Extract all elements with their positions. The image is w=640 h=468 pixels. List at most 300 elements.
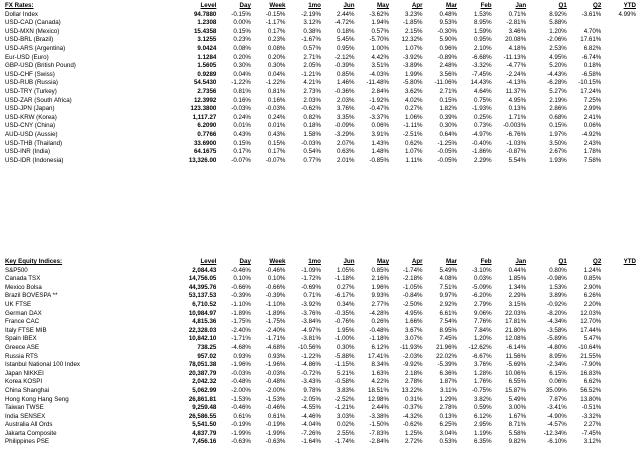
fx-row-value: 0.30% — [439, 122, 458, 130]
fx-row-value: -0.47% — [369, 105, 390, 113]
fx-row — [4, 114, 637, 123]
fx-row-level: 0.7766 — [197, 130, 217, 138]
fx-row-name: USD-THB (Thailand) — [5, 139, 63, 147]
equity-col-feb: Feb — [480, 258, 492, 265]
equity-row-value: 7.54% — [439, 318, 458, 326]
fx-row-value: 2.73% — [303, 87, 321, 95]
equity-indices-body — [4, 267, 637, 447]
equity-row-value: 0.34% — [336, 300, 355, 308]
equity-row — [4, 438, 637, 447]
fx-row-name: USD-RUB (Russia) — [5, 79, 58, 87]
equity-row-value: 15.87% — [505, 386, 527, 394]
fx-row-value: 8.95% — [474, 19, 492, 27]
equity-row-value: 56.52% — [580, 386, 602, 394]
fx-row-level: 3.1255 — [197, 36, 217, 44]
equity-row-value: -4.04% — [301, 421, 321, 429]
fx-row-value: 2.03% — [303, 96, 321, 104]
equity-row-value: -1.50% — [369, 421, 390, 429]
equity-row-value: -3.58% — [547, 326, 567, 334]
equity-row — [4, 267, 637, 276]
equity-row-value: -2.84% — [369, 438, 390, 446]
equity-row — [4, 353, 637, 362]
equity-row — [4, 318, 637, 327]
fx-row-value: -5.70% — [369, 36, 390, 44]
fx-row-level: 2.7356 — [197, 87, 217, 95]
equity-row-value: -0.66% — [231, 283, 251, 291]
fx-row-value: -6.74% — [581, 53, 602, 61]
equity-col-ytd: YTD — [623, 258, 636, 265]
fx-row-name: USD-KRW (Korea) — [5, 113, 57, 121]
fx-row-value: -2.06% — [547, 36, 567, 44]
fx-row-value: -6.76% — [506, 130, 527, 138]
equity-row-level: 6,710.52 — [192, 300, 217, 308]
equity-row-value: -1.74% — [402, 266, 423, 274]
equity-row-value: -1.75% — [265, 318, 286, 326]
equity-row-value: -3.84% — [301, 318, 321, 326]
fx-row-value: 2.41% — [583, 113, 602, 121]
fx-row-value: 3.51% — [371, 62, 390, 70]
equity-col-jun: Jun — [343, 258, 355, 265]
equity-indices-table — [4, 258, 637, 447]
fx-row-value: -0.15% — [265, 10, 286, 18]
fx-row-value: -6.58% — [581, 70, 602, 78]
fx-row-value: 5.90% — [439, 36, 458, 44]
fx-col-apr: Apr — [411, 2, 423, 9]
fx-row-value: 6.82% — [583, 44, 602, 52]
fx-row-value: -0.30% — [437, 27, 458, 35]
fx-header-row — [4, 2, 637, 11]
equity-row-value: 6.26% — [583, 292, 602, 300]
fx-row-value: -0.39% — [334, 62, 355, 70]
fx-row-value: -0.07% — [231, 156, 251, 164]
equity-row-value: 0.80% — [549, 266, 567, 274]
fx-row-value: 0.27% — [404, 105, 423, 113]
equity-row-value: 5.49% — [439, 266, 458, 274]
equity-row — [4, 396, 637, 405]
fx-row-value: 1.99% — [404, 70, 423, 78]
fx-row-value: -0.85% — [369, 156, 390, 164]
fx-row-value: 1.94% — [371, 19, 390, 27]
fx-row-value: -1.86% — [471, 148, 492, 156]
fx-row-value: 0.16% — [267, 96, 286, 104]
equity-row-empty-cell — [602, 301, 637, 310]
equity-row-value: 0.44% — [508, 266, 527, 274]
fx-row-empty-cell — [602, 97, 637, 106]
equity-row-value: 0.10% — [233, 275, 251, 283]
fx-row-value: 0.23% — [233, 36, 251, 44]
equity-col-level: Level — [200, 258, 217, 265]
equity-row-value: 6.35% — [474, 438, 492, 446]
equity-row — [4, 370, 637, 379]
fx-row-name: USD-CAD (Canada) — [5, 19, 61, 27]
fx-row-empty-cell — [602, 88, 637, 97]
fx-row-level: 94.7880 — [193, 10, 217, 18]
fx-row-empty-cell — [602, 114, 637, 123]
fx-row-name: USD-CHF (Swiss) — [5, 70, 55, 78]
fx-row-value: 0.43% — [267, 130, 286, 138]
fx-row-value: 0.30% — [267, 62, 286, 70]
fx-row-value: -3.61% — [581, 10, 602, 18]
equity-row-value: 13.80% — [580, 395, 602, 403]
fx-row-value: 1.78% — [583, 148, 602, 156]
equity-row-value: 3.04% — [439, 429, 458, 437]
fx-row-value: 4.99% — [618, 10, 636, 18]
fx-row — [4, 148, 637, 157]
equity-row-value: -1.89% — [231, 309, 251, 317]
equity-row-value: 2.90% — [583, 283, 602, 291]
fx-row-name: AUD-USD (Aussie) — [5, 130, 58, 138]
equity-row-name: Istanbul National 100 Index — [5, 361, 80, 369]
equity-row-value: -2.05% — [301, 395, 321, 403]
fx-row-value: -0.003% — [503, 122, 527, 130]
equity-row-empty-cell — [602, 413, 637, 422]
equity-row-value: 2.78% — [439, 404, 458, 412]
equity-row — [4, 275, 637, 284]
fx-row-value: 2.71% — [439, 87, 458, 95]
fx-row-value: -4.72% — [334, 19, 355, 27]
fx-row — [4, 88, 637, 97]
equity-row-value: 21.80% — [505, 326, 527, 334]
equity-row-empty-cell — [602, 387, 637, 396]
equity-row-value: -1.75% — [231, 318, 251, 326]
fx-row-value: -0.07% — [265, 156, 286, 164]
equity-row — [4, 361, 637, 370]
equity-row-name: Italy FTSE MIB — [5, 326, 47, 334]
equity-row-value: 16.83% — [580, 369, 602, 377]
equity-row-value: 2.29% — [508, 292, 527, 300]
fx-row-value: -1.25% — [437, 139, 458, 147]
fx-row-value: 0.77% — [303, 156, 321, 164]
equity-row-value: 0.02% — [336, 421, 355, 429]
equity-row-value: -2.40% — [231, 326, 251, 334]
equity-row-value: -1.71% — [265, 335, 286, 343]
fx-row-value: 2.99% — [583, 105, 602, 113]
equity-row-value: 2.79% — [474, 300, 492, 308]
equity-row-name: UK FTSE — [5, 300, 32, 308]
equity-row-name: Korea KOSPI — [5, 378, 43, 386]
equity-row-value: 1.53% — [549, 283, 567, 291]
fx-row-empty-cell — [602, 148, 637, 157]
equity-row-value: 0.59% — [474, 404, 492, 412]
fx-row-value: 0.00% — [233, 19, 251, 27]
fx-row-value: 3.23% — [404, 10, 423, 18]
fx-col-ytd: YTD — [623, 2, 636, 9]
fx-row-value: -1.93% — [471, 105, 492, 113]
equity-row — [4, 335, 637, 344]
fx-row-value: 4.42% — [371, 53, 390, 61]
fx-rates-table — [4, 2, 637, 165]
equity-row-empty-cell — [602, 292, 637, 301]
fx-row-value: 0.43% — [233, 130, 251, 138]
fx-row-value: 1.06% — [404, 113, 423, 121]
equity-row-value: -7.26% — [301, 429, 321, 437]
fx-row-value: 5.88% — [549, 19, 567, 27]
equity-row-value: 1.76% — [474, 378, 492, 386]
fx-row-value: -3.92% — [402, 53, 423, 61]
fx-row-value: 0.68% — [549, 113, 567, 121]
fx-row-value: 17.24% — [580, 87, 602, 95]
fx-row-value: 3.56% — [439, 70, 458, 78]
equity-row-value: -1.15% — [334, 361, 355, 369]
equity-row-value: 0.26% — [371, 318, 390, 326]
fx-row-empty-cell — [602, 157, 637, 166]
equity-row-value: -3.41% — [547, 404, 567, 412]
fx-row-value: 0.01% — [267, 122, 286, 130]
fx-row-value: 0.81% — [267, 87, 286, 95]
fx-row-value: -2.51% — [402, 130, 423, 138]
fx-row-value: -0.05% — [437, 156, 458, 164]
equity-row-level: 5,062.99 — [192, 386, 217, 394]
fx-row-value: 0.57% — [371, 27, 390, 35]
fx-row-value: 7.25% — [583, 96, 602, 104]
fx-row — [4, 71, 637, 80]
equity-row-value: -11.93% — [399, 343, 423, 351]
equity-row-value: -4.80% — [547, 343, 567, 351]
equity-row-value: -1.00% — [334, 335, 355, 343]
fx-row-value: 2.43% — [583, 139, 602, 147]
equity-row-value: 12.98% — [368, 395, 390, 403]
fx-row-name: USD-CNY (China) — [5, 122, 56, 130]
fx-row-value: 5.27% — [549, 87, 567, 95]
equity-row-value: 0.85% — [371, 266, 390, 274]
equity-row-value: 0.30% — [336, 343, 355, 351]
fx-row-value: 0.24% — [267, 113, 286, 121]
equity-row-value: -0.62% — [402, 421, 423, 429]
fx-row-value: 14.43% — [470, 79, 492, 87]
equity-row-value: 1.63% — [371, 369, 390, 377]
fx-row — [4, 79, 637, 88]
equity-row-value: -4.97% — [301, 326, 321, 334]
equity-row-value: 5.21% — [336, 369, 355, 377]
fx-row-value: 3.62% — [404, 87, 423, 95]
equity-row-value: -2.00% — [231, 386, 251, 394]
fx-row-value: 1.07% — [404, 44, 423, 52]
equity-row-value: -0.75% — [471, 386, 492, 394]
fx-row-value: 11.37% — [505, 87, 527, 95]
fx-row-empty-cell — [602, 140, 637, 149]
equity-header-row — [4, 258, 637, 267]
fx-row-value: -1.22% — [231, 79, 251, 87]
equity-row-value: 2.44% — [371, 404, 390, 412]
fx-col-feb: Feb — [480, 2, 492, 9]
equity-row-empty-cell — [602, 430, 637, 439]
fx-row-name: USD-JPN (Japan) — [5, 105, 55, 113]
equity-row-empty-cell — [602, 370, 637, 379]
equity-row-value: 9.06% — [474, 309, 492, 317]
equity-row-value: -1.99% — [231, 429, 251, 437]
fx-row-name: GBP-USD (British Pound) — [5, 62, 76, 70]
fx-row-empty-cell — [602, 79, 637, 88]
fx-row-level: 6.2090 — [197, 122, 217, 130]
equity-row-value: 0.27% — [336, 283, 355, 291]
equity-row-value: -6.17% — [334, 292, 355, 300]
fx-row-value: 2.84% — [371, 87, 390, 95]
equity-row-value: 6.15% — [549, 369, 567, 377]
fx-row-value: 3.12% — [303, 19, 321, 27]
fx-row-value: 0.95% — [336, 44, 355, 52]
fx-row-level: 33.6900 — [193, 139, 217, 147]
fx-row-value: 5.20% — [549, 62, 567, 70]
equity-row-value: -12.62% — [468, 343, 492, 351]
equity-row-value: -1.99% — [265, 429, 286, 437]
fx-col-may: May — [376, 2, 390, 9]
equity-row-value: -8.20% — [547, 309, 567, 317]
equity-row-value: 22.02% — [436, 352, 458, 360]
equity-row-value: 3.76% — [474, 361, 492, 369]
fx-row-value: 0.04% — [267, 70, 286, 78]
fx-row-name: USD-IDR (Indonesia) — [5, 156, 64, 164]
equity-row-value: 3.15% — [508, 300, 527, 308]
fx-row-value: -2.24% — [506, 70, 527, 78]
equity-row-value: 0.03% — [474, 275, 492, 283]
equity-row-value: 1.05% — [336, 266, 355, 274]
equity-section-title: Key Equity Indices: — [5, 258, 63, 265]
equity-row-value: 1.19% — [474, 429, 492, 437]
fx-row-value: -6.68% — [471, 53, 492, 61]
fx-row-value: -2.81% — [506, 19, 527, 27]
equity-row-value: 8.95% — [439, 326, 458, 334]
equity-row-value: -9.92% — [402, 361, 423, 369]
fx-row-value: -0.03% — [265, 105, 286, 113]
equity-row-name: Hong Kong Hang Seng — [5, 395, 69, 403]
fx-row-value: 2.19% — [549, 96, 567, 104]
equity-row-value: -3.81% — [301, 335, 321, 343]
fx-row-value: 0.73% — [474, 122, 492, 130]
fx-row — [4, 19, 637, 28]
fx-row-value: -0.09% — [334, 122, 355, 130]
equity-row-value: -0.03% — [265, 369, 286, 377]
equity-row-value: 10.06% — [505, 369, 527, 377]
fx-row-empty-cell — [602, 19, 637, 28]
equity-row-empty-cell — [602, 335, 637, 344]
equity-row-value: 12.08% — [505, 335, 527, 343]
equity-col-jan: Jan — [515, 258, 527, 265]
fx-row-value: -0.36% — [334, 87, 355, 95]
fx-row-value: -3.32% — [471, 62, 492, 70]
fx-row-value: 2.15% — [404, 27, 423, 35]
equity-row-value: -0.72% — [301, 369, 321, 377]
fx-row-value: -0.89% — [437, 53, 458, 61]
equity-row — [4, 430, 637, 439]
equity-row-value: -4.34% — [547, 318, 567, 326]
equity-row-value: 5.49% — [508, 395, 527, 403]
equity-row-value: -1.72% — [301, 275, 321, 283]
fx-row-name: USD-ARS (Argentina) — [5, 44, 66, 52]
equity-row-value: 1.20% — [474, 335, 492, 343]
fx-row-value: 0.06% — [371, 122, 390, 130]
equity-row-value: 6.61% — [439, 309, 458, 317]
fx-row-value: 2.53% — [549, 44, 567, 52]
fx-row-value: 0.71% — [508, 10, 527, 18]
fx-row-value: 2.01% — [336, 156, 355, 164]
fx-row-value: -0.03% — [301, 139, 321, 147]
equity-row-value: 1.29% — [439, 395, 458, 403]
equity-row-value: -2.00% — [265, 386, 286, 394]
equity-row-level: 26,861.81 — [188, 395, 217, 403]
equity-row-value: 3.67% — [404, 326, 423, 334]
equity-row-level: 9,259.48 — [192, 404, 217, 412]
fx-row-value: 8.92% — [549, 10, 567, 18]
equity-row-value: 4.95% — [404, 309, 423, 317]
equity-row-value: -3.92% — [301, 300, 321, 308]
fx-row-value: -0.62% — [301, 105, 321, 113]
fx-row-empty-cell — [602, 131, 637, 140]
equity-row-name: Spain IBEX — [5, 335, 37, 343]
fx-col-q1: Q1 — [558, 2, 567, 9]
equity-row-value: -4.86% — [301, 361, 321, 369]
equity-row-level: 2,084.43 — [192, 266, 217, 274]
equity-row-empty-cell — [602, 378, 637, 387]
equity-col-apr: Apr — [411, 258, 423, 265]
equity-row-value: -3.10% — [471, 266, 492, 274]
fx-row-value: 0.17% — [233, 148, 251, 156]
equity-row-empty-cell — [602, 267, 637, 276]
fx-row-value: 0.57% — [303, 44, 321, 52]
equity-row-value: 0.61% — [267, 412, 286, 420]
fx-row-value: -1.11% — [403, 122, 423, 130]
equity-row-value: 0.61% — [233, 412, 251, 420]
fx-row-value: 0.16% — [233, 96, 251, 104]
equity-row-name: France CAC — [5, 318, 40, 326]
fx-row-value: 3.46% — [508, 27, 527, 35]
equity-row-level: 7,456.16 — [192, 438, 217, 446]
equity-row-value: 0.06% — [549, 378, 567, 386]
fx-row-value: 3.35% — [336, 113, 355, 121]
equity-row-level: 22,328.03 — [188, 326, 217, 334]
equity-row-empty-cell — [602, 310, 637, 319]
equity-row-value: -1.53% — [265, 395, 286, 403]
equity-row-name: Russia RTS — [5, 352, 38, 360]
equity-row-value: 3.83% — [336, 386, 355, 394]
equity-row-value: 12.03% — [580, 309, 602, 317]
fx-row — [4, 97, 637, 106]
equity-row-value: -4.46% — [301, 412, 321, 420]
fx-row-value: 1.43% — [371, 139, 390, 147]
fx-row-value: 0.38% — [303, 27, 321, 35]
equity-row-value: -0.76% — [334, 318, 355, 326]
fx-row-value: 0.82% — [303, 113, 321, 121]
equity-row-value: -1.10% — [231, 300, 251, 308]
equity-row-value: 2.78% — [404, 378, 423, 386]
equity-row-value: -0.51% — [581, 404, 602, 412]
equity-col-1mo: 1mo — [308, 258, 321, 265]
equity-row-value: -3.32% — [581, 412, 602, 420]
equity-row — [4, 413, 637, 422]
equity-row-value: -0.19% — [231, 421, 251, 429]
fx-row-value: -11.48% — [366, 79, 390, 87]
equity-row-value: 0.13% — [439, 412, 458, 420]
equity-row-empty-cell — [602, 327, 637, 336]
fx-row-value: 0.08% — [233, 44, 251, 52]
fx-row-value: 0.48% — [439, 10, 458, 18]
equity-row-value: -0.37% — [402, 404, 423, 412]
fx-col-q2: Q2 — [593, 2, 602, 9]
equity-row-value: 35.09% — [545, 386, 567, 394]
equity-row-value: -4.57% — [547, 421, 567, 429]
fx-row-value: -2.19% — [301, 10, 321, 18]
equity-row-value: -0.48% — [231, 378, 251, 386]
equity-row-value: -2.03% — [402, 352, 423, 360]
equity-row-value: 7.76% — [474, 318, 492, 326]
fx-row — [4, 157, 637, 166]
equity-col-may: May — [376, 258, 390, 265]
fx-row-empty-cell — [602, 105, 637, 114]
equity-row-value: -4.55% — [301, 404, 321, 412]
fx-row-value: 1.00% — [371, 44, 390, 52]
fx-section-title: FX Rates: — [5, 2, 34, 9]
equity-row-value: 3.11% — [439, 386, 458, 394]
fx-row-value: 0.64% — [439, 130, 458, 138]
